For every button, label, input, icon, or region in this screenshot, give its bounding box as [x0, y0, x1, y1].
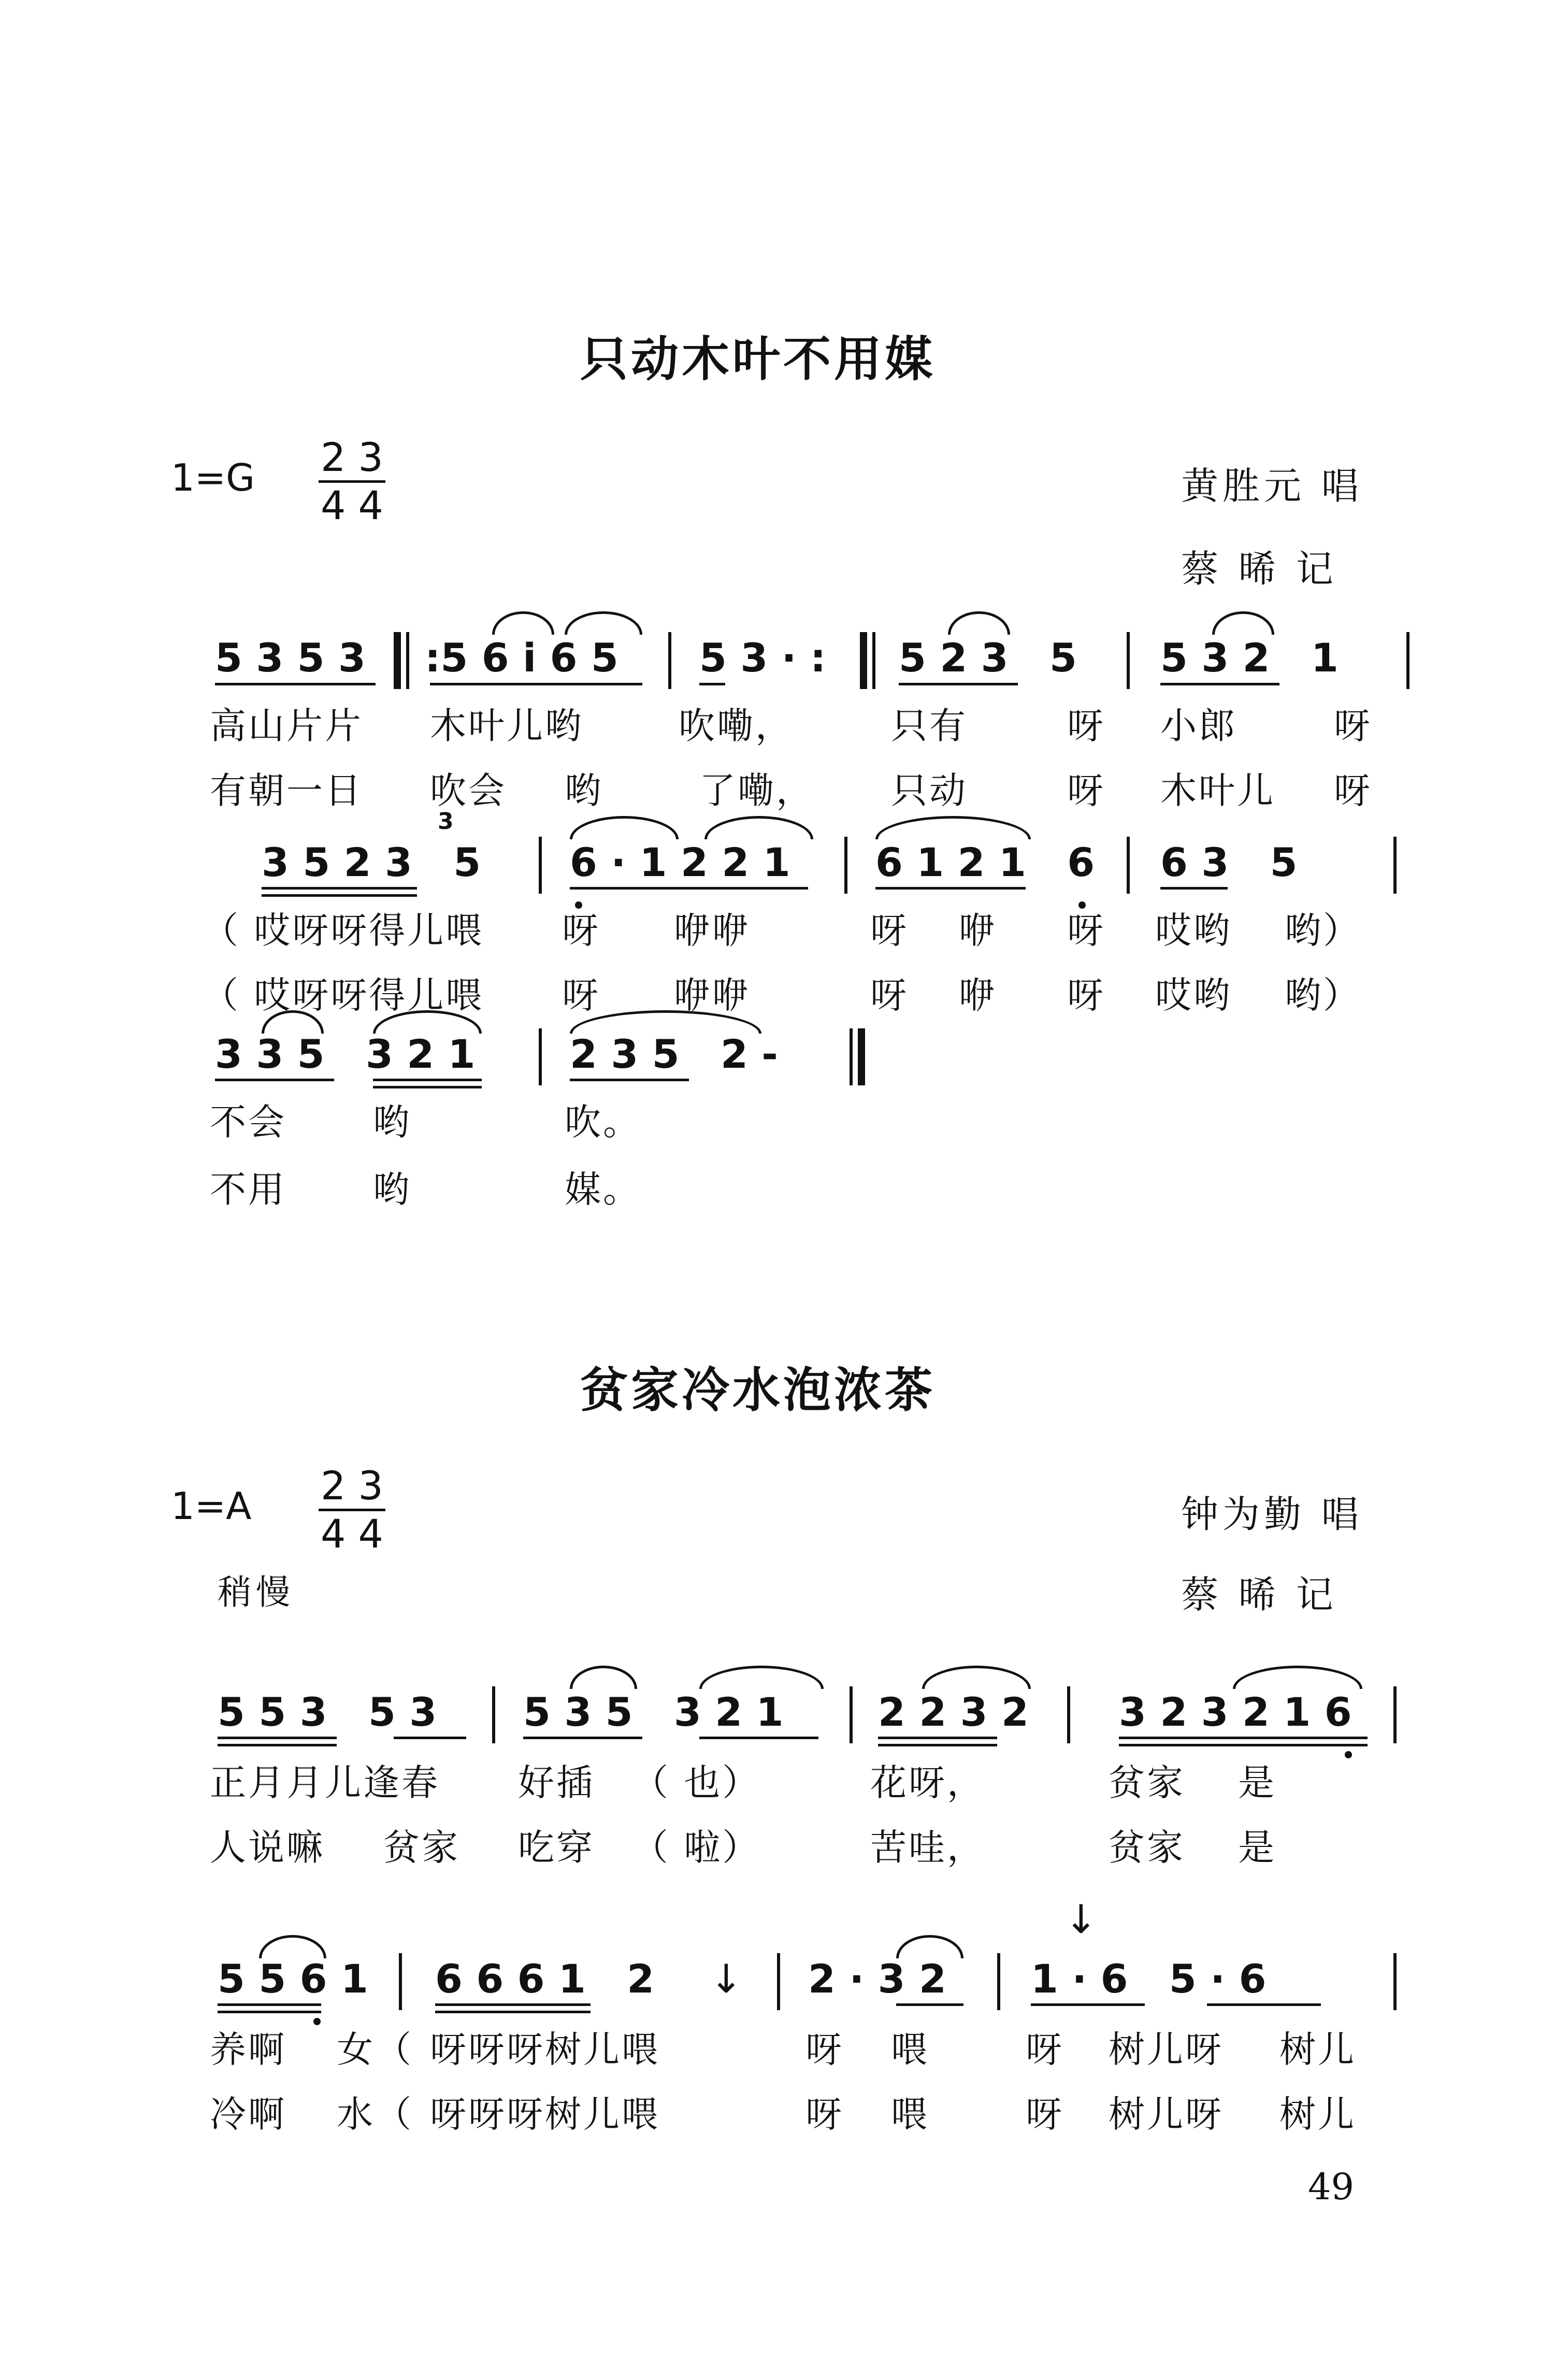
recorder-credit: 蔡 晞 记: [1181, 1573, 1337, 1616]
barline: [1393, 1953, 1397, 2010]
lyric: 是: [1238, 1761, 1276, 1804]
barline: [1067, 1686, 1070, 1743]
lyric: 吹会: [430, 769, 507, 812]
measure-notes: :5 6 i 6 5: [425, 635, 618, 681]
lyric: 好插: [518, 1761, 595, 1804]
beam-underline: [1160, 683, 1279, 685]
lyric: 树儿: [1279, 2093, 1356, 2136]
barline: [1127, 632, 1130, 689]
beam-underline: [570, 887, 808, 890]
lyric: 哟）: [1285, 974, 1361, 1016]
measure-notes: 6 · 1 2 2 1: [570, 839, 790, 885]
slur: [896, 1935, 963, 1958]
lyric: （ 啦）: [632, 1826, 761, 1869]
beam-underline: [878, 1737, 997, 1739]
lyric: 苦哇，: [870, 1826, 985, 1869]
lyric: （ 哎呀呀得儿喂: [202, 974, 484, 1016]
lyric: 木叶儿: [1160, 769, 1275, 812]
key-signature: 1=G: [171, 456, 255, 499]
barline: [406, 632, 409, 689]
lyric: 媒。: [565, 1168, 641, 1211]
lyric: 树儿呀: [1109, 2093, 1224, 2136]
measure-notes: 2 2 3 2: [878, 1689, 1029, 1735]
lyric: 花呀，: [870, 1761, 985, 1804]
beam-underline: [218, 2011, 321, 2013]
measure-notes: 5 5 6 1: [218, 1956, 368, 2002]
lyric: 吃穿: [518, 1826, 595, 1869]
beam-underline: [523, 1737, 642, 1739]
barline: [1393, 837, 1397, 894]
lyric: 树儿: [1279, 2028, 1356, 2071]
beam-underline: [435, 2003, 591, 2006]
arrow-mark: ↓: [1064, 1896, 1098, 1942]
beam-underline: [699, 1737, 818, 1739]
repeat-barline: [394, 632, 401, 689]
lyric: 女（: [337, 2028, 413, 2071]
lyric: 树儿呀: [1109, 2028, 1224, 2071]
time-signature: $\frac{2 3}{4 4}$: [319, 1466, 385, 1554]
lyric: 哟: [565, 769, 603, 812]
repeat-barline: [850, 1028, 853, 1085]
lyric: 呀: [805, 2028, 844, 2071]
measure-notes: 5 2 3 5: [899, 635, 1077, 681]
beam-underline: [262, 894, 417, 897]
barline: [858, 1028, 865, 1085]
lyric: 哎哟: [1155, 974, 1232, 1016]
lyric: 吹。: [565, 1101, 641, 1143]
slur: [1212, 611, 1274, 635]
barline: [1406, 632, 1409, 689]
singer-credit: 钟为勤 唱: [1181, 1493, 1363, 1536]
beam-underline: [1160, 887, 1228, 890]
measure-notes: 2 3 5 2 -: [570, 1031, 778, 1077]
measure-notes: 5 3 2 1: [1160, 635, 1339, 681]
lyric: 贫家: [1109, 1761, 1185, 1804]
grace-note: 3: [438, 808, 454, 835]
slur: [492, 611, 554, 635]
lyric: 喂: [891, 2093, 929, 2136]
beam-underline: [218, 2003, 321, 2006]
lyric: 只有: [891, 705, 968, 747]
lower-octave-dot: [1345, 1751, 1352, 1758]
slur: [922, 1666, 1031, 1689]
slur: [948, 611, 1010, 635]
slur: [259, 1935, 326, 1958]
lyric: 呀: [1067, 974, 1105, 1016]
beam-underline: [394, 1737, 466, 1739]
beam-underline: [899, 683, 1018, 685]
lyric: 呀呀呀树儿喂: [430, 2028, 660, 2071]
beam-underline: [1031, 2003, 1145, 2006]
lyric: 贫家: [383, 1826, 460, 1869]
barline: [872, 632, 875, 689]
barline: [1393, 1686, 1397, 1743]
barline: [777, 1953, 780, 2010]
lyric: 养啊: [210, 2028, 286, 2071]
measure-notes: 5 3 5 3: [215, 635, 366, 681]
beam-underline: [262, 887, 417, 890]
lyric: 咿咿: [673, 974, 750, 1016]
lyric: 呀: [805, 2093, 844, 2136]
lyric: 不会: [210, 1101, 286, 1143]
beam-underline: [218, 1744, 337, 1746]
slur: [570, 816, 679, 839]
recorder-credit: 蔡 晞 记: [1181, 547, 1337, 591]
measure-notes: 5 5 3 5 3: [218, 1689, 437, 1735]
beam-underline: [570, 1079, 689, 1081]
beam-underline: [430, 683, 642, 685]
lower-octave-dot: [313, 2018, 321, 2025]
slur: [1233, 1666, 1362, 1689]
slur: [565, 611, 642, 635]
beam-underline: [435, 2011, 591, 2013]
beam-underline: [373, 1079, 482, 1081]
beam-underline: [1119, 1737, 1368, 1739]
measure-notes: 3 2 3 2 1 6: [1119, 1689, 1352, 1735]
lyric: 正月月儿逢春: [210, 1761, 440, 1804]
measure-notes: 2 · 3 2: [808, 1956, 946, 2002]
lyric: 是: [1238, 1826, 1276, 1869]
lyric: 呀: [562, 909, 600, 952]
slur: [570, 1666, 637, 1689]
lyric: 只动: [891, 769, 968, 812]
measure-notes: 3 3 5 3 2 1: [215, 1031, 476, 1077]
beam-underline: [218, 1737, 337, 1739]
barline: [997, 1953, 1000, 2010]
lyric: 呀: [1067, 909, 1105, 952]
beam-underline: [878, 1744, 997, 1746]
lyric: 呀: [1026, 2028, 1064, 2071]
lyric: 哟）: [1285, 909, 1361, 952]
barline: [539, 837, 542, 894]
lyric: 呀呀呀树儿喂: [430, 2093, 660, 2136]
barline: [850, 1686, 853, 1743]
lyric: 哟: [373, 1168, 411, 1211]
lyric: 咿: [958, 909, 997, 952]
beam-underline: [875, 887, 1026, 890]
lyric: 哎哟: [1155, 909, 1232, 952]
lyric: 呀: [870, 974, 909, 1016]
page-number: 49: [1308, 2166, 1355, 2208]
song-title: 贫家冷水泡浓茶: [580, 1363, 936, 1418]
lyric: 不用: [210, 1168, 286, 1211]
lyric: （ 哎呀呀得儿喂: [202, 909, 484, 952]
lyric: 有朝一日: [210, 769, 363, 812]
tempo-marking: 稍慢: [218, 1572, 294, 1612]
lyric: 呀: [1026, 2093, 1064, 2136]
barline: [492, 1686, 495, 1743]
lyric: 喂: [891, 2028, 929, 2071]
barline: [1127, 837, 1130, 894]
lyric: 呀: [1334, 769, 1372, 812]
lyric: 呀: [870, 909, 909, 952]
measure-notes: 6 1 2 1 6: [875, 839, 1095, 885]
lyric: 呀: [562, 974, 600, 1016]
lyric: 咿咿: [673, 909, 750, 952]
beam-underline: [215, 683, 376, 685]
lyric: 呀: [1334, 705, 1372, 747]
lyric: 呀: [1067, 769, 1105, 812]
beam-underline: [1207, 2003, 1321, 2006]
lyric: 冷啊: [210, 2093, 286, 2136]
slur: [875, 816, 1031, 839]
slur: [704, 816, 813, 839]
arrow-mark: ↓: [710, 1956, 743, 2002]
singer-credit: 黄胜元 唱: [1181, 464, 1363, 508]
lyric: 呀: [1067, 705, 1105, 747]
lyric: （ 也）: [632, 1761, 761, 1804]
key-signature: 1=A: [171, 1484, 252, 1528]
lyric: 贫家: [1109, 1826, 1185, 1869]
beam-underline: [1119, 1744, 1368, 1746]
slur: [699, 1666, 824, 1689]
lyric: 哟: [373, 1101, 411, 1143]
beam-underline: [215, 1079, 334, 1081]
measure-notes: 3 5 2 3 5: [262, 839, 481, 885]
barline: [539, 1028, 542, 1085]
lyric: 咿: [958, 974, 997, 1016]
time-signature: $\frac{2 3}{4 4}$: [319, 438, 385, 525]
beam-underline: [699, 683, 725, 685]
lyric: 了嘞，: [699, 769, 814, 812]
measure-notes: 5 3 5 3 2 1: [523, 1689, 784, 1735]
barline: [668, 632, 671, 689]
lyric: 吹嘞，: [679, 705, 794, 747]
lyric: 水（: [337, 2093, 413, 2136]
lyric: 木叶儿哟: [430, 705, 583, 747]
measure-notes: 6 3 5: [1160, 839, 1298, 885]
beam-underline: [373, 1086, 482, 1088]
lyric: 小郎: [1160, 705, 1237, 747]
measure-notes: 5 3 · :: [699, 635, 826, 681]
barline: [399, 1953, 402, 2010]
lyric: 高山片片: [210, 705, 363, 747]
lyric: 人说嘛: [210, 1826, 325, 1869]
repeat-barline: [860, 632, 867, 689]
beam-underline: [896, 2003, 963, 2006]
measure-notes: 6 6 6 1 2: [435, 1956, 655, 2002]
song-title: 只动木叶不用媒: [580, 332, 936, 387]
barline: [844, 837, 847, 894]
measure-notes: 1 · 6 5 · 6: [1031, 1956, 1267, 2002]
